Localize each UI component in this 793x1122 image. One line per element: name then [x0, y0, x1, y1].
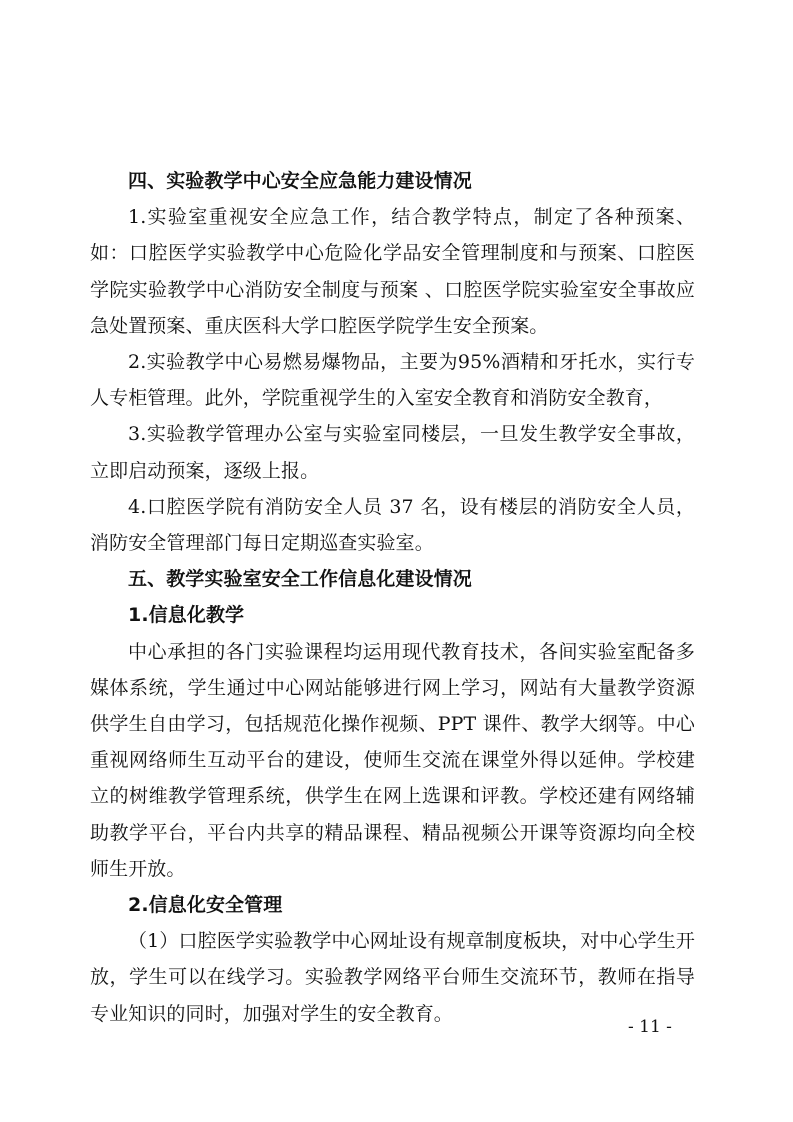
subheading-informatized-safety-management: 2.信息化安全管理	[128, 894, 283, 917]
paragraph-emergency-plans: 1.实验室重视安全应急工作，结合教学特点，制定了各种预案、如：口腔医学实验教学中心危险化学品安全管理制度和与预案、口腔医学院实验教学中心消防安全制度与预案 、口腔医学院实验室安全事故应急处置预案、重庆医科大学口腔医学院学生安全预案。	[90, 206, 695, 337]
paragraph-informatized-teaching: 中心承担的各门实验课程均运用现代教育技术，各间实验室配备多媒体系统，学生通过中心网站能够进行网上学习，网站有大量教学资源供学生自由学习，包括规范化操作视频、PPT 课件、教学大纲等。中心重视网络师生互动平台的建设，使师生交流在课堂外得以延伸。学校建立的树维教学管理系统，供学生在网上选课和评教。学校还建有网络辅助教学平台，平台内共享的精品课程、精品视频公开课等资源均向全校师生开放。	[90, 640, 695, 880]
page-number: - 11 -	[628, 1017, 672, 1037]
subheading-informatized-teaching: 1.信息化教学	[128, 604, 245, 627]
document-body	[90, 163, 695, 1032]
paragraph-fire-safety-staff: 4.口腔医学院有消防安全人员 37 名，设有楼层的消防安全人员，消防安全管理部门每日定期巡查实验室。	[90, 495, 695, 555]
paragraph-online-safety-education: （1）口腔医学实验教学中心网址设有规章制度板块，对中心学生开放，学生可以在线学习。实验教学网络平台师生交流环节，教师在指导专业知识的同时，加强对学生的安全教育。	[90, 930, 695, 1025]
section-heading-emergency-capability: 四、实验教学中心安全应急能力建设情况	[128, 170, 472, 192]
section-heading-informatization: 五、教学实验室安全工作信息化建设情况	[128, 568, 472, 591]
paragraph-flammable-materials: 2.实验教学中心易燃易爆物品，主要为95%酒精和牙托水，实行专人专柜管理。此外，学院重视学生的入室安全教育和消防安全教育，	[90, 351, 695, 410]
paragraph-accident-reporting: 3.实验教学管理办公室与实验室同楼层，一旦发生教学安全事故，立即启动预案，逐级上报。	[90, 423, 695, 482]
